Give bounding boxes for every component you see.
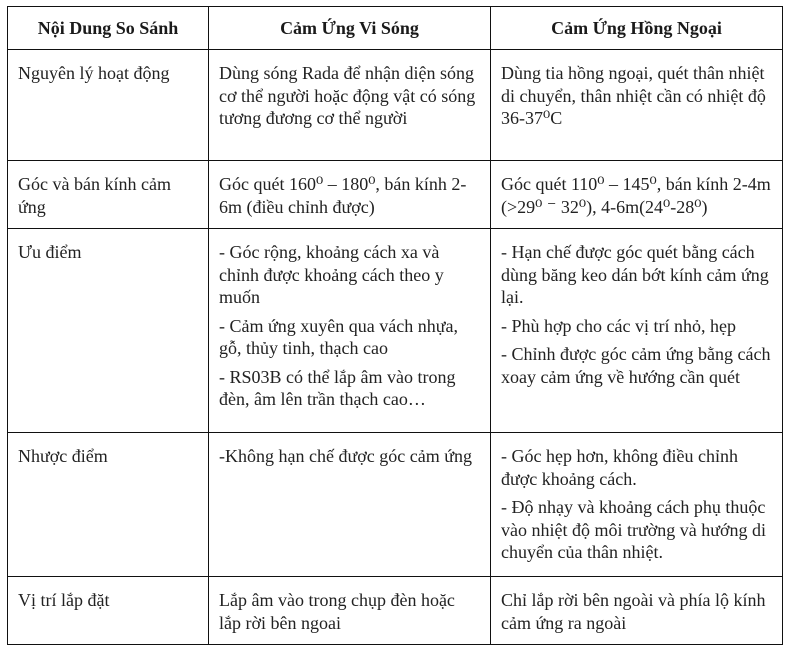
table-row-angle-radius	[8, 161, 783, 229]
row-label: Ưu điểm	[8, 229, 209, 433]
infrared-cell: Góc quét 110⁰ – 145⁰, bán kính 2-4m (>29⁰ ⁻ 32⁰), 4-6m(24⁰-28⁰)	[491, 161, 783, 229]
header-microwave-sensor: Cảm Ứng Vi Sóng	[209, 7, 491, 50]
microwave-cell: Lắp âm vào trong chụp đèn hoặc lắp rời bên ngoai	[209, 577, 491, 645]
header-infrared-sensor: Cảm Ứng Hồng Ngoại	[491, 7, 783, 50]
comparison-table	[7, 6, 783, 645]
table-row-advantages	[8, 229, 783, 433]
table-row-operating-principle	[8, 50, 783, 161]
row-label: Nhược điểm	[8, 433, 209, 577]
infrared-cell: Dùng tia hồng ngoại, quét thân nhiệt di chuyển, thân nhiệt cần có nhiệt độ 36-37⁰C	[491, 50, 783, 161]
header-criteria: Nội Dung So Sánh	[8, 7, 209, 50]
infrared-cell: - Hạn chế được góc quét bằng cách dùng băng keo dán bớt kính cảm ứng lại. - Phù hợp cho các vị trí nhỏ, hẹp - Chỉnh được góc cảm ứng bằng cách xoay cảm ứng về hướng cần quét	[491, 229, 783, 433]
table-row-installation-location	[8, 577, 783, 645]
microwave-cell: -Không hạn chế được góc cảm ứng	[209, 433, 491, 577]
infrared-cell: - Góc hẹp hơn, không điều chỉnh được khoảng cách. - Độ nhạy và khoảng cách phụ thuộc vào nhiệt độ môi trường và hướng di chuyển của thân nhiệt.	[491, 433, 783, 577]
microwave-cell: Góc quét 160⁰ – 180⁰, bán kính 2-6m (điều chỉnh được)	[209, 161, 491, 229]
header-row	[8, 7, 783, 50]
microwave-cell: Dùng sóng Rada để nhận diện sóng cơ thể người hoặc động vật có sóng tương đương cơ thể người	[209, 50, 491, 161]
table-row-disadvantages	[8, 433, 783, 577]
infrared-cell: Chỉ lắp rời bên ngoài và phía lộ kính cảm ứng ra ngoài	[491, 577, 783, 645]
row-label: Vị trí lắp đặt	[8, 577, 209, 645]
microwave-cell: - Góc rộng, khoảng cách xa và chỉnh được khoảng cách theo y muốn - Cảm ứng xuyên qua vách nhựa, gỗ, thủy tinh, thạch cao - RS03B có thể lắp âm vào trong đèn, âm lên trần thạch cao…	[209, 229, 491, 433]
row-label: Nguyên lý hoạt động	[8, 50, 209, 161]
row-label: Góc và bán kính cảm ứng	[8, 161, 209, 229]
